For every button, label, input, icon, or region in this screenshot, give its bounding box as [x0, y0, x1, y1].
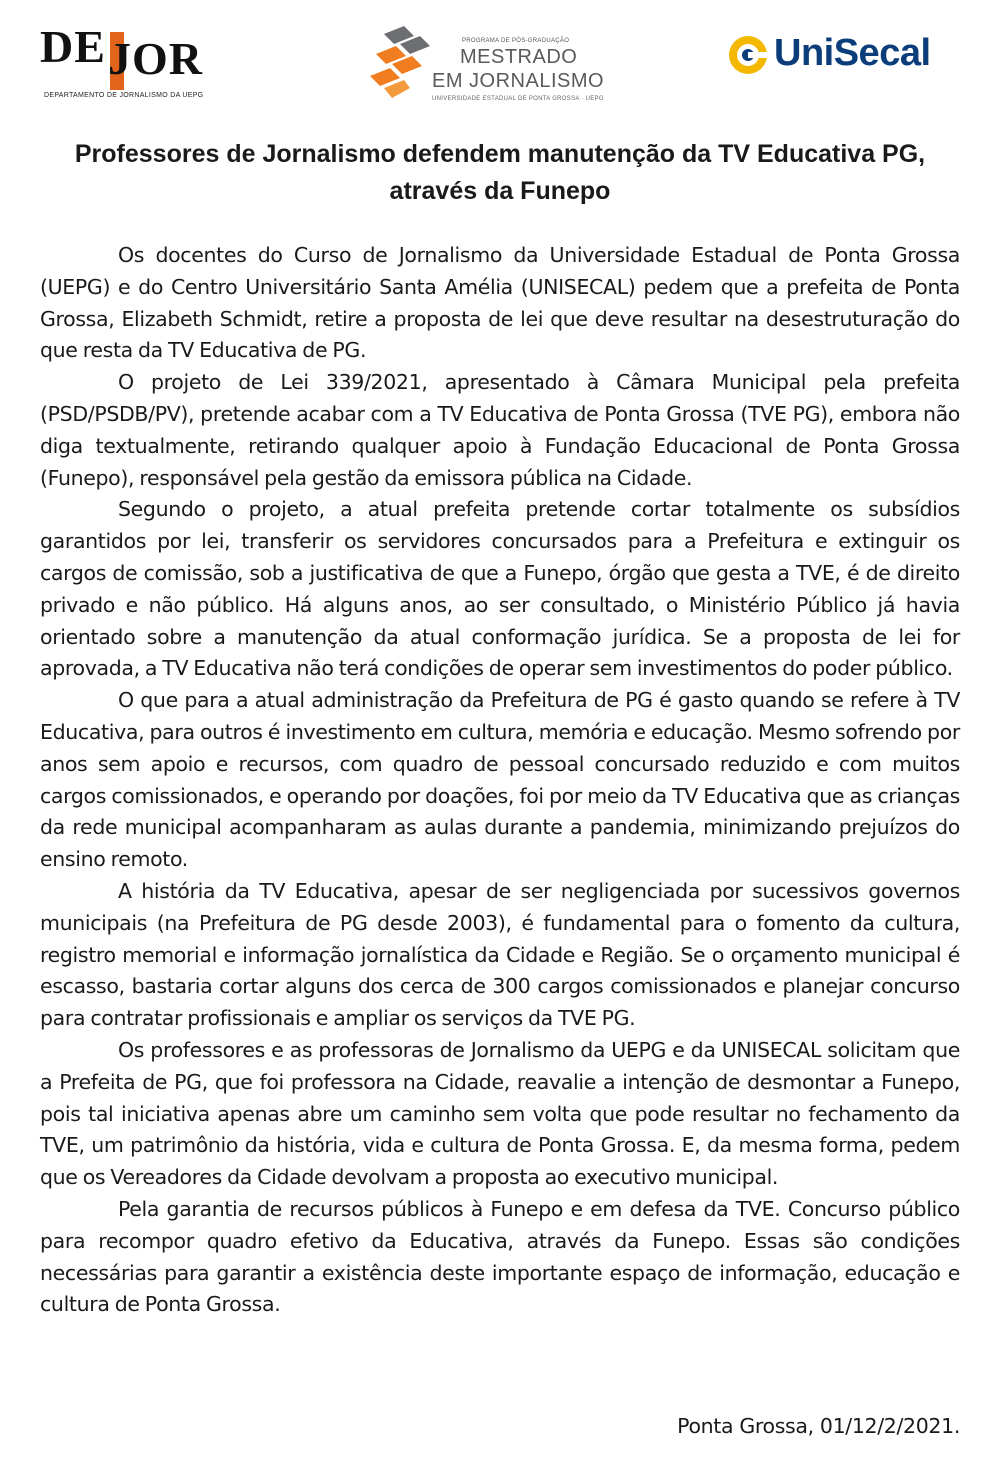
- paragraph: Pela garantia de recursos públicos à Funepo e em defesa da TVE. Concurso público para recompor quadro efetivo da Educativa, através da Funepo. Essas são condições necessárias para garantir a existência deste importante espaço de informação, educação e cultura de Ponta Grossa.: [40, 1196, 960, 1317]
- unisecal-emblem-icon: [728, 35, 768, 75]
- document-title: Professores de Jornalismo defendem manutenção da TV Educativa PG, através da Funepo: [74, 140, 926, 205]
- dejor-logo: [40, 21, 210, 104]
- unisecal-wordmark: UniSecal: [774, 32, 931, 74]
- letterhead: [0, 0, 1000, 120]
- mestrado-line-1: MESTRADO: [460, 46, 578, 68]
- mestrado-logo: [370, 26, 620, 106]
- dejor-subtitle: DEPARTAMENTO DE JORNALISMO DA UEPG: [44, 92, 204, 99]
- mestrado-program-label: PROGRAMA DE PÓS-GRADUAÇÃO: [462, 38, 570, 44]
- paragraph: A história da TV Educativa, apesar de ser negligenciada por sucessivos governos municipais (na Prefeitura de PG desde 2003), é fundamental para o fomento da cultura, registro memorial e informação jornalística da Cidade e Região. Se o orçamento municipal é escasso, bastaria cortar alguns dos cerca de 300 cargos comissionados e planejar concurso para contratar profissionais e ampliar os serviços da TVE PG.: [40, 878, 960, 1031]
- paragraph: Os docentes do Curso de Jornalismo da Universidade Estadual de Ponta Grossa (UEPG) e do Centro Universitário Santa Amélia (UNISECAL) pedem que a prefeita de Ponta Grossa, Elizabeth Schmidt, retire a proposta de lei que deve resultar na desestruturação do que resta da TV Educativa de PG.: [40, 243, 960, 363]
- mestrado-line-2: EM JORNALISMO: [432, 70, 605, 92]
- mestrado-emblem-icon: [370, 26, 434, 102]
- paragraph: Os professores e as professoras de Jornalismo da UEPG e da UNISECAL solicitam que a Prefeita de PG, que foi professora na Cidade, reavalie a intenção de desmontar a Funepo, pois tal iniciativa apenas abre um caminho sem volta que pode resultar no fechamento da TVE, um patrimônio da história, vida e cultura de Ponta Grossa. E, da mesma forma, pedem que os Vereadores da Cidade devolvam a proposta ao executivo municipal.: [40, 1037, 960, 1190]
- paragraph: O que para a atual administração da Prefeitura de PG é gasto quando se refere à TV Educativa, para outros é investimento em cultura, memória e educação. Mesmo sofrendo por anos sem apoio e recursos, com quadro de pessoal concursado reduzido e com muitos cargos comissionados, e operando por doações, foi por meio da TV Educativa que as crianças da rede municipal acompanharam as aulas durante a pandemia, minimizando prejuízos do ensino remoto.: [40, 688, 960, 872]
- document-body: [40, 240, 960, 1321]
- mestrado-university-label: UNIVERSIDADE ESTADUAL DE PONTA GROSSA · UEPG: [432, 96, 604, 102]
- paragraph: Segundo o projeto, a atual prefeita pretende cortar totalmente os subsídios garantidos por lei, transferir os servidores concursados para a Prefeitura e extinguir os cargos de comissão, sob a justificativa de que a Funepo, órgão que gesta a TVE, é de direito privado e não público. Há alguns anos, ao ser consultado, o Ministério Público já havia orientado sobre a manutenção da atual conformação jurídica. Se a proposta de lei for aprovada, a TV Educativa não terá condições de operar sem investimentos do poder público.: [40, 497, 960, 681]
- place-date-signoff: Ponta Grossa, 01/12/2/2021.: [677, 1414, 960, 1438]
- unisecal-logo: [728, 32, 948, 80]
- dejor-jor-text: JOR: [108, 33, 203, 84]
- dejor-de-text: DE: [40, 21, 106, 72]
- paragraph: O projeto de Lei 339/2021, apresentado à Câmara Municipal pela prefeita (PSD/PSDB/PV), pretende acabar com a TV Educativa de Ponta Grossa (TVE PG), embora não diga textualmente, retirando qualquer apoio à Fundação Educacional de Ponta Grossa (Funepo), responsável pela gestão da emissora pública na Cidade.: [40, 370, 960, 490]
